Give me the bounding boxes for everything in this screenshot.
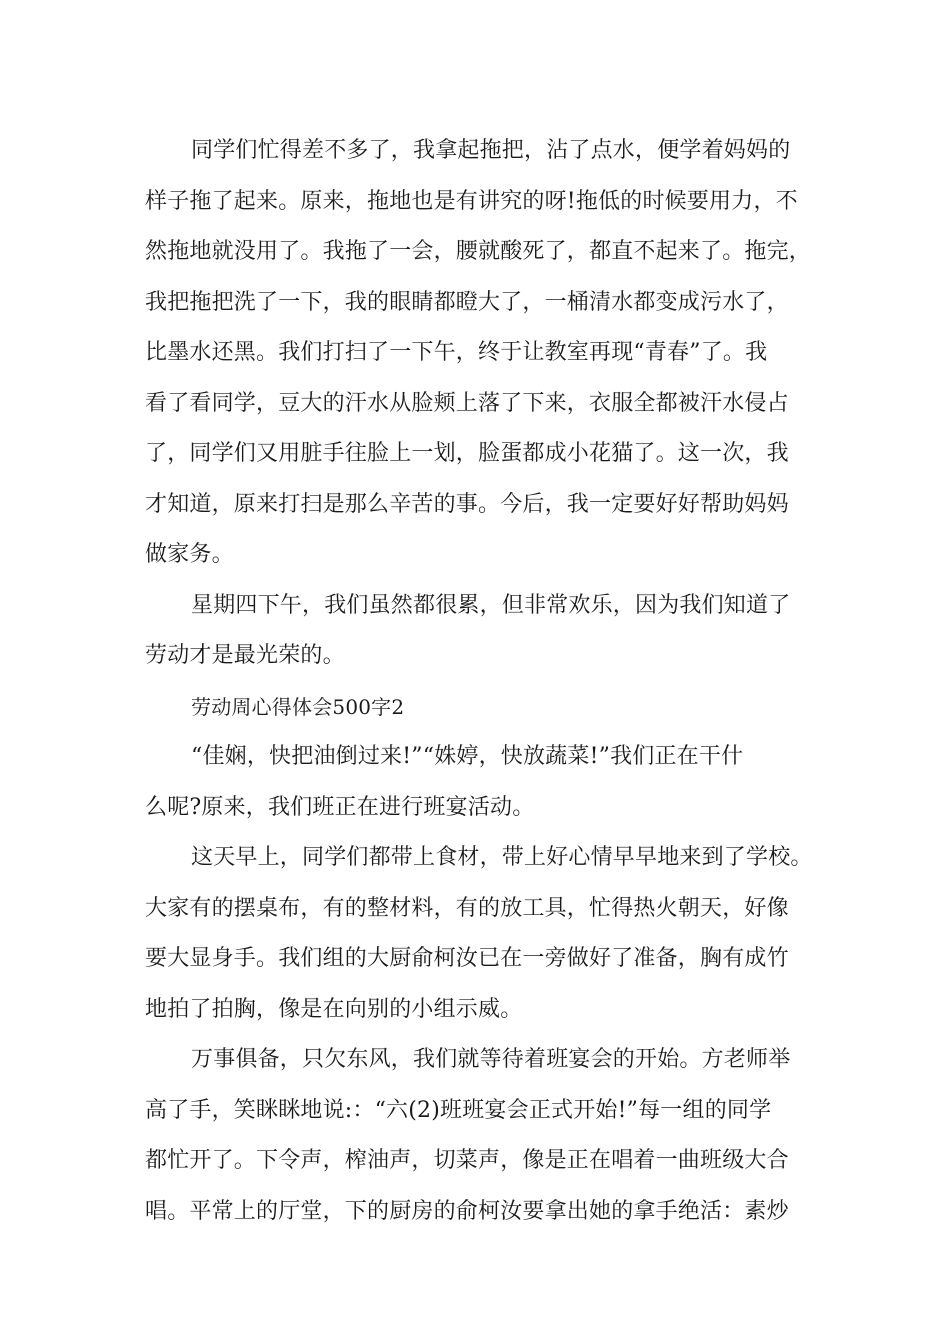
text-line: 唱。平常上的厅堂，下的厨房的俞柯汝要拿出她的拿手绝活：素炒 — [145, 1198, 789, 1224]
text-line: 了，同学们又用脏手往脸上一划，脸蛋都成小花猫了。这一次，我 — [145, 441, 789, 466]
text-line: 星期四下午，我们虽然都很累，但非常欢乐，因为我们知道了 — [191, 592, 791, 618]
text-line: 劳动才是最光荣的。 — [145, 643, 345, 668]
text-line: 同学们忙得差不多了，我拿起拖把，沾了点水，便学着妈妈的 — [191, 138, 791, 163]
text-line: 我把拖把洗了一下，我的眼睛都瞪大了，一桶清水都变成污水了， — [145, 289, 789, 315]
text-line: 地拍了拍胸，像是在向别的小组示威。 — [145, 996, 523, 1022]
text-line: 高了手，笑眯眯地说:：“六(2)班班宴会正式开始!”每一组的同学 — [145, 1097, 772, 1123]
text-line: 比墨水还黑。我们打扫了一下午，终于让教室再现“青春”了。我 — [145, 340, 768, 365]
text-line: 么呢?原来，我们班正在进行班宴活动。 — [145, 794, 535, 820]
text-line: 做家务。 — [145, 542, 234, 567]
text-line: 样子拖了起来。原来，拖地也是有讲究的呀!拖低的时候要用力，不 — [145, 188, 798, 214]
text-line: 这天早上，同学们都带上食材，带上好心情早早地来到了学校。 — [191, 845, 813, 870]
text-line: 然拖地就没用了。我拖了一会，腰就酸死了，都直不起来了。拖完， — [145, 239, 812, 264]
section-heading: 劳动周心得体会500字2 — [191, 694, 405, 719]
text-line: “佳娴，快把油倒过来!”“姝婷，快放蔬菜!”我们正在干什 — [191, 744, 744, 769]
text-line: 要大显身手。我们组的大厨俞柯汝已在一旁做好了准备，胸有成竹 — [145, 946, 789, 971]
text-line: 看了看同学，豆大的汗水从脸颊上落了下来，衣服全都被汗水侵占 — [145, 390, 789, 416]
text-line: 才知道，原来打扫是那么辛苦的事。今后，我一定要好好帮助妈妈 — [145, 491, 789, 517]
text-line: 都忙开了。下令声，榨油声，切菜声，像是正在唱着一曲班级大合 — [145, 1148, 789, 1173]
document-body — [145, 126, 825, 1237]
text-line: 万事俱备，只欠东风，我们就等待着班宴会的开始。方老师举 — [191, 1047, 791, 1072]
text-line: 大家有的摆桌布，有的整材料，有的放工具，忙得热火朝天，好像 — [145, 895, 789, 921]
